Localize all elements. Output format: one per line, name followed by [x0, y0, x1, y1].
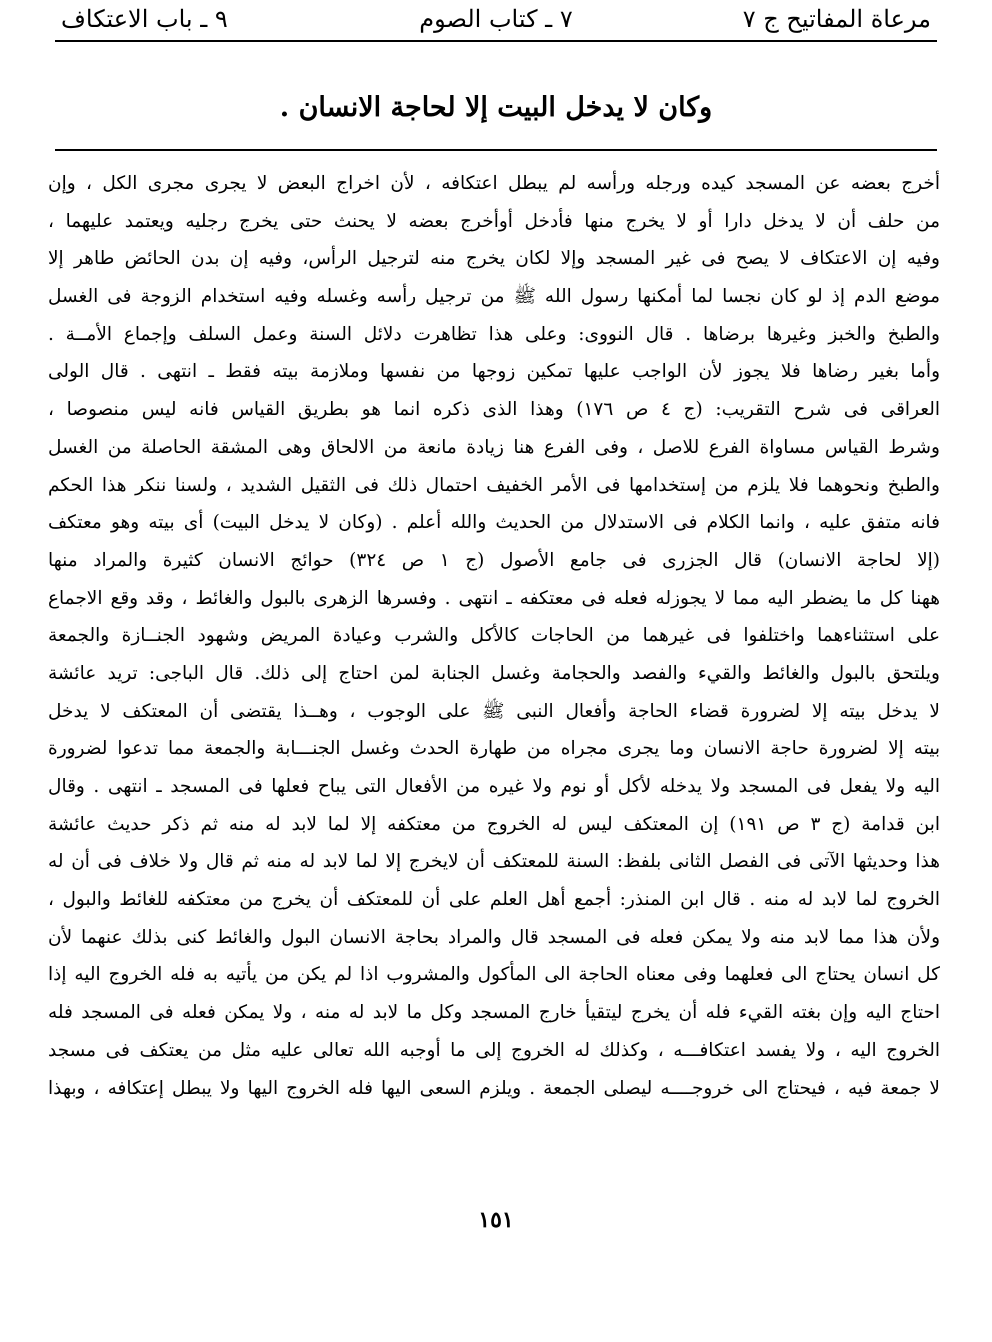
- commentary-line: وأما بغير رضاها فلا يجوز لأن الواجب عليها تمكين زوجها من نفسها وملازمة بيته فقط ـ انتهى . قال الولى: [48, 361, 940, 383]
- commentary-line: اليه ولا يفعل فى المسجد ولا يدخله لأكل أو نوم ولا غيره من الأفعال التى يباح فعلها فى المسجد ـ انتهى . وقال: [48, 776, 940, 797]
- separator-rule: [55, 149, 937, 151]
- commentary-line: احتاج اليه وإن بغته القيء فله أن يخرج ليتقيأ خارج المسجد وكل ما لابد له منه ، ولا يمكن فعله فى المسجد فله: [48, 1002, 940, 1024]
- commentary-line: وفيه إن الاعتكاف لا يصح فى غير المسجد وإلا لكان يخرج منه لترجيل الرأس، وفيه إن بدن الحائض طاهر إلا: [48, 248, 940, 270]
- commentary-line: (إلا لحاجة الانسان) قال الجزرى فى جامع الأصول (ج ١ ص ٣٢٤) حوائج الانسان كثيرة والمراد منها: [48, 549, 940, 571]
- commentary-line: فانه متفق عليه ، وانما الكلام فى الاستدلال من الحديث والله أعلم . (وكان لا يدخل البيت) أى بيته وهو معتكف: [48, 512, 940, 534]
- commentary-line: والطبخ والخبز وغيرها برضاها . قال النووى: وعلى هذا تظاهرت دلائل السنة وعمل السلف وإجماع الأمــة .: [48, 323, 940, 345]
- commentary-line: العراقى فى شرح التقريب: (ج ٤ ص ١٧٦) وهذا الذى ذكره انما هو بطريق القياس فانه ليس منصوصا ،: [48, 399, 940, 421]
- commentary-line: على استثناءهما واختلفوا فى غيرهما من الحاجات كالأكل والشرب وعيادة المريض وشهود الجنــازة والجمعة: [48, 625, 940, 647]
- hadith-text: وكان لا يدخل البيت إلا لحاجة الانسان .: [279, 92, 713, 123]
- commentary-line: كل انسان يحتاج الى فعلهما وفى معناه الحاجة الى المأكول والمشروب اذا لم يكن من يأتيه به فله الخروج اليه إذا: [48, 964, 940, 986]
- chapter-title: ٧ ـ كتاب الصوم: [419, 5, 573, 33]
- commentary-line: أخرج بعضه عن المسجد كيده ورجله ورأسه لم يبطل اعتكافه ، لأن اخراج البعض لا يجرى مجرى الكل ، وإن: [48, 173, 940, 194]
- commentary-line: بيته إلا لضرورة حاجة الانسان وما يجرى مجراه من طهارة الحدث وغسل الجنـــابة والجمعة مما تدعوا لضرورة: [48, 738, 940, 760]
- page-number: ١٥١: [478, 1207, 514, 1233]
- commentary-line: ههنا كل ما يضطر اليه مما لا يجوزله فعله فى معتكفه ـ انتهى . وفسرها الزهرى بالبول والغائط ، وقد وقع الاجماع: [48, 587, 940, 609]
- section-title: ٩ ـ باب الاعتكاف: [61, 5, 228, 33]
- commentary-line: ابن قدامة (ج ٣ ص ١٩١) إن المعتكف ليس له الخروج من معتكفه إلا لما لابد له منه ثم ذكر حديث عائشة: [48, 813, 940, 835]
- commentary-line: لا جمعة فيه ، فيحتاج الى خروجــــه ليصلى الجمعة . ويلزم السعى اليها فله الخروج اليها ولا يبطل إعتكافه ، وبهذا: [48, 1077, 940, 1099]
- commentary-line: ولأن هذا مما لابد منه ولا يمكن فعله فى المسجد قال والمراد بحاجة الانسان البول والغائط كنى بذلك عنهما لأن: [48, 926, 940, 948]
- header-rule: [55, 40, 937, 42]
- commentary-line: من حلف أن لا يدخل دارا أو لا يخرج منها فأدخل أوأخرج بعضه لا يحنث حتى يخرج رجليه ويعتمد عليهما ،: [48, 210, 940, 232]
- commentary-line: هذا وحديثها الآتى فى الفصل الثانى بلفظ: السنة للمعتكف أن لايخرج إلا لما لابد له منه ثم قال ولا خلاف فى أن له: [48, 851, 940, 873]
- commentary-line: وشرط القياس مساواة الفرع للاصل ، وفى الفرع هنا زيادة مانعة من الالحاق وهى المشقة الحاصلة من الغسل: [48, 436, 940, 458]
- commentary-line: والطبخ ونحوهما فلا يلزم من إستخدامها فى الأمر الخفيف احتمال ذلك فى الثقيل الشديد ، ولسنا ننكر هذا الحكم: [48, 474, 940, 496]
- commentary-line: الخروج لما لابد له منه . قال ابن المنذر: أجمع أهل العلم على أن للمعتكف أن يخرج من معتكفه للغائط والبول ،: [48, 889, 940, 911]
- commentary-line: موضع الدم إذ لو كان نجسا لما أمكنها رسول الله ﷺ من ترجيل رأسه وغسله وفيه استخدام الزوجة فى الغسل: [48, 286, 940, 308]
- commentary-line: لا يدخل بيته إلا لضرورة قضاء الحاجة وأفعال النبى ﷺ على الوجوب ، وهــذا يقتضى أن المعتكف لا يدخل: [48, 700, 940, 722]
- commentary-line: الخروج اليه ، ولا يفسد اعتكافـــه ، وكذلك له الخروج إلى ما أوجبه الله تعالى عليه مثل من يعتكف فى مسجد: [48, 1039, 940, 1061]
- commentary-body: [48, 165, 940, 1107]
- book-title: مرعاة المفاتيح ج ٧: [742, 5, 931, 33]
- running-header: [55, 2, 937, 36]
- commentary-line: ويلتحق بالبول والغائط والقيء والفصد والحجامة وغسل الجنابة لمن احتاج إلى ذلك. قال الباجى: تريد عائشة: [48, 662, 940, 684]
